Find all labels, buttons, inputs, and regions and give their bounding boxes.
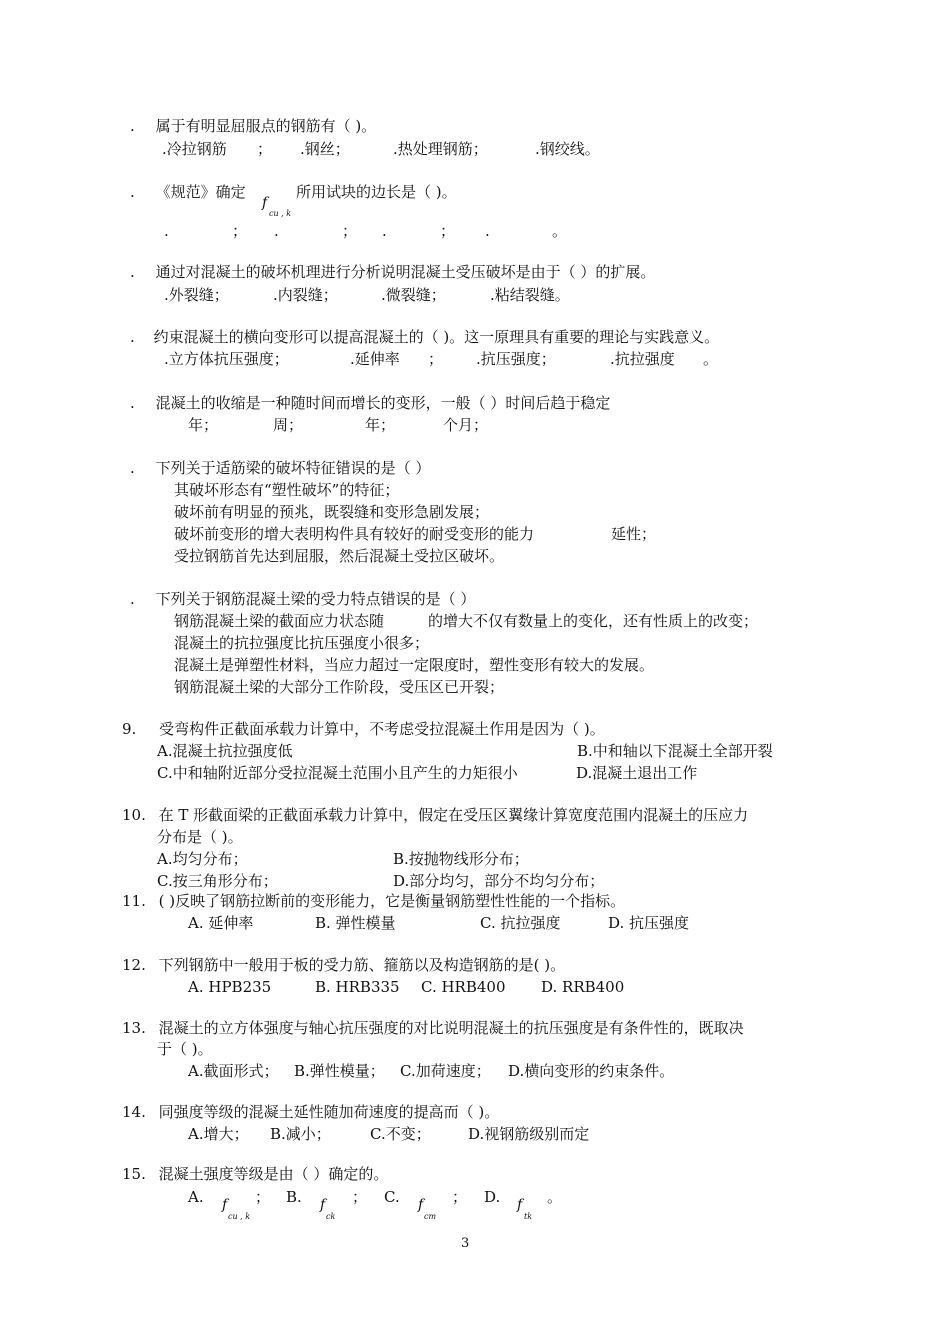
- symbol-subscript: tk: [524, 1212, 533, 1221]
- question-11-option-b: B. 弹性模量: [315, 914, 396, 932]
- symbol-f: f: [262, 195, 268, 211]
- option-sep: ；: [440, 222, 456, 240]
- question-stem: 下列关于钢筋混凝土梁的受力特点错误的是（ ）: [155, 590, 476, 608]
- question-11-option-d: D. 抗压强度: [608, 914, 690, 932]
- symbol-subscript: cm: [424, 1212, 437, 1221]
- question-12-option-b: B. HRB335: [315, 978, 400, 996]
- question-5: . 混凝土的收缩是一种随时间而增长的变形，一般（ ）时间后趋于稳定: [130, 394, 611, 412]
- question-11: 11. ( )反映了钢筋拉断前的变形能力，它是衡量钢筋塑性性能的一个指标。: [122, 892, 626, 910]
- question-5-option-b: 周；: [273, 416, 304, 434]
- question-12: 12. 下列钢筋中一般用于板的受力筋、箍筋以及构造钢筋的是( )。: [122, 956, 566, 974]
- question-1-option-a: .冷拉钢筋: [162, 140, 227, 158]
- question-3-option-a: .外裂缝；: [164, 286, 229, 304]
- question-5-option-a: 年；: [188, 416, 219, 434]
- question-9: 9. 受弯构件正截面承载力计算中，不考虑受拉混凝土作用是因为（ )。: [122, 720, 605, 738]
- symbol-subscript: cu , k: [228, 1212, 251, 1221]
- question-stem: 混凝土的立方体强度与轴心抗压强度的对比说明混凝土的抗压强度是有条件性的，既取决: [158, 1019, 744, 1037]
- option-a-marker: .: [164, 222, 169, 240]
- question-10-option-b: B.按抛物线形分布；: [393, 850, 529, 868]
- question-13-option-d: D.横向变形的约束条件。: [508, 1062, 675, 1080]
- question-4: . 约束混凝土的横向变形可以提高混凝土的（ )。这一原理具有重要的理论与实践意义。: [130, 328, 720, 346]
- question-7-option-b: 混凝土的抗拉强度比抗压强度小很多；: [174, 634, 430, 652]
- option-sep: ；: [255, 1188, 271, 1206]
- question-13-stem-cont: 于（ )。: [157, 1040, 213, 1058]
- question-6-option-b: 破坏前有明显的预兆，既裂缝和变形急剧发展；: [174, 503, 490, 521]
- question-stem: 下列钢筋中一般用于板的受力筋、箍筋以及构造钢筋的是( )。: [158, 956, 566, 974]
- question-15-option-d-label: D.: [484, 1188, 501, 1206]
- question-9-option-a: A.混凝土抗拉强度低: [157, 742, 293, 760]
- question-10: 10. 在 T 形截面梁的正截面承载力计算中，假定在受压区翼缘计算宽度范围内混凝土的压应力: [122, 806, 749, 824]
- symbol-subscript: ck: [326, 1212, 336, 1221]
- question-9-option-c: C.中和轴附近部分受拉混凝土范围小且产生的力矩很小: [157, 764, 518, 782]
- symbol-subscript: cu , k: [269, 209, 292, 218]
- question-14-option-b: B.减小；: [270, 1125, 331, 1143]
- question-stem: 受弯构件正截面承载力计算中，不考虑受拉混凝土作用是因为（ )。: [159, 720, 605, 738]
- question-6-option-a: 其破坏形态有“塑性破坏”的特征；: [174, 481, 400, 499]
- symbol-f: f: [222, 1197, 228, 1213]
- question-11-option-a: A. 延伸率: [188, 914, 254, 932]
- question-9-option-d: D.混凝土退出工作: [576, 764, 698, 782]
- question-6-option-c: 破坏前变形的增大表明构件具有较好的耐受变形的能力: [174, 525, 535, 543]
- question-4-option-a: .立方体抗压强度；: [164, 350, 289, 368]
- question-1-option-c: .热处理钢筋；: [393, 140, 488, 158]
- question-5-option-c: 年；: [365, 416, 396, 434]
- question-14: 14. 同强度等级的混凝土延性随加荷速度的提高而（ )。: [122, 1103, 500, 1121]
- question-7-option-c: 混凝土是弹塑性材料，当应力超过一定限度时，塑性变形有较大的发展。: [174, 656, 655, 674]
- question-3-option-b: .内裂缝；: [273, 286, 338, 304]
- question-stem: 同强度等级的混凝土延性随加荷速度的提高而（ )。: [158, 1103, 500, 1121]
- question-13: 13. 混凝土的立方体强度与轴心抗压强度的对比说明混凝土的抗压强度是有条件性的，既取决: [122, 1019, 744, 1037]
- question-13-option-b: B.弹性模量；: [294, 1062, 385, 1080]
- option-sep: ；: [452, 1188, 468, 1206]
- question-6-option-d: 受拉钢筋首先达到屈服，然后混凝土受拉区破坏。: [174, 547, 505, 565]
- question-10-option-c: C.按三角形分布；: [157, 872, 278, 890]
- option-sep: ；: [352, 1188, 368, 1206]
- question-stem: 约束混凝土的横向变形可以提高混凝土的（ )。这一原理具有重要的理论与实践意义。: [153, 328, 720, 346]
- question-11-option-c: C. 抗拉强度: [480, 914, 561, 932]
- question-stem: 通过对混凝土的破坏机理进行分析说明混凝土受压破坏是由于（ ）的扩展。: [155, 263, 656, 281]
- symbol-f: f: [320, 1197, 326, 1213]
- page-number: 3: [461, 1236, 470, 1251]
- question-stem-end: 所用试块的边长是（ )。: [296, 183, 457, 201]
- question-6-option-c-end: 延性；: [611, 525, 657, 543]
- question-4-option-c: .抗压强度；: [476, 350, 556, 368]
- option-end: 。: [552, 222, 568, 240]
- question-12-option-c: C. HRB400: [421, 978, 506, 996]
- question-5-option-d: 个月；: [443, 416, 489, 434]
- question-15-option-b-label: B.: [286, 1188, 302, 1206]
- question-stem: 混凝土的收缩是一种随时间而增长的变形，一般（ ）时间后趋于稳定: [155, 394, 611, 412]
- question-14-option-a: A.增大；: [188, 1125, 249, 1143]
- question-14-option-c: C.不变；: [370, 1125, 431, 1143]
- question-6: . 下列关于适筋梁的破坏特征错误的是（ ）: [130, 459, 431, 477]
- question-13-option-a: A.截面形式；: [188, 1062, 279, 1080]
- question-3-option-c: .微裂缝；: [381, 286, 446, 304]
- question-7-option-d: 钢筋混凝土梁的大部分工作阶段，受压区已开裂；: [174, 678, 505, 696]
- question-13-option-c: C.加荷速度；: [400, 1062, 491, 1080]
- question-15-option-c-label: C.: [384, 1188, 400, 1206]
- question-stem: 《规范》确定: [155, 183, 246, 201]
- option-c-marker: .: [382, 222, 387, 240]
- question-7-option-a: 钢筋混凝土梁的截面应力状态随: [174, 612, 385, 630]
- question-3-option-d: .粘结裂缝。: [490, 286, 570, 304]
- symbol-f: f: [517, 1197, 523, 1213]
- option-end: 。: [547, 1188, 563, 1206]
- question-2: . 《规范》确定: [130, 183, 246, 201]
- option-sep: ；: [232, 222, 248, 240]
- question-stem: 属于有明显屈服点的钢筋有（ )。: [155, 117, 377, 135]
- question-14-option-d: D.视钢筋级别而定: [468, 1125, 590, 1143]
- question-10-option-a: A.均匀分布；: [157, 850, 248, 868]
- question-stem: 在 T 形截面梁的正截面承载力计算中，假定在受压区翼缘计算宽度范围内混凝土的压应力: [158, 806, 749, 824]
- question-4-option-b: .延伸率: [350, 350, 400, 368]
- question-12-option-a: A. HPB235: [188, 978, 272, 996]
- question-1-option-sep: ；: [257, 140, 273, 158]
- question-7: . 下列关于钢筋混凝土梁的受力特点错误的是（ ）: [130, 590, 476, 608]
- question-7-option-a-end: 的增大不仅有数量上的变化，还有性质上的改变；: [428, 612, 759, 630]
- question-15: 15. 混凝土强度等级是由（ ）确定的。: [122, 1165, 389, 1183]
- option-d-marker: .: [485, 222, 490, 240]
- question-stem: 下列关于适筋梁的破坏特征错误的是（ ）: [155, 459, 431, 477]
- symbol-f: f: [418, 1197, 424, 1213]
- question-stem: 混凝土强度等级是由（ ）确定的。: [158, 1165, 389, 1183]
- option-end: 。: [703, 350, 719, 368]
- option-sep: ；: [428, 350, 444, 368]
- option-sep: ；: [342, 222, 358, 240]
- question-1-option-b: .钢丝；: [300, 140, 350, 158]
- question-10-stem-cont: 分布是（ )。: [157, 828, 243, 846]
- question-9-option-b: B.中和轴以下混凝土全部开裂: [577, 742, 773, 760]
- question-3: . 通过对混凝土的破坏机理进行分析说明混凝土受压破坏是由于（ ）的扩展。: [130, 263, 656, 281]
- question-1-option-d: .钢绞线。: [535, 140, 600, 158]
- question-1: . 属于有明显屈服点的钢筋有（ )。: [130, 117, 377, 135]
- question-12-option-d: D. RRB400: [541, 978, 625, 996]
- question-stem: ( )反映了钢筋拉断前的变形能力，它是衡量钢筋塑性性能的一个指标。: [158, 892, 626, 910]
- question-10-option-d: D.部分均匀，部分不均匀分布；: [393, 872, 605, 890]
- question-15-option-a-label: A.: [188, 1188, 204, 1206]
- option-b-marker: .: [274, 222, 279, 240]
- question-4-option-d: .抗拉强度: [610, 350, 675, 368]
